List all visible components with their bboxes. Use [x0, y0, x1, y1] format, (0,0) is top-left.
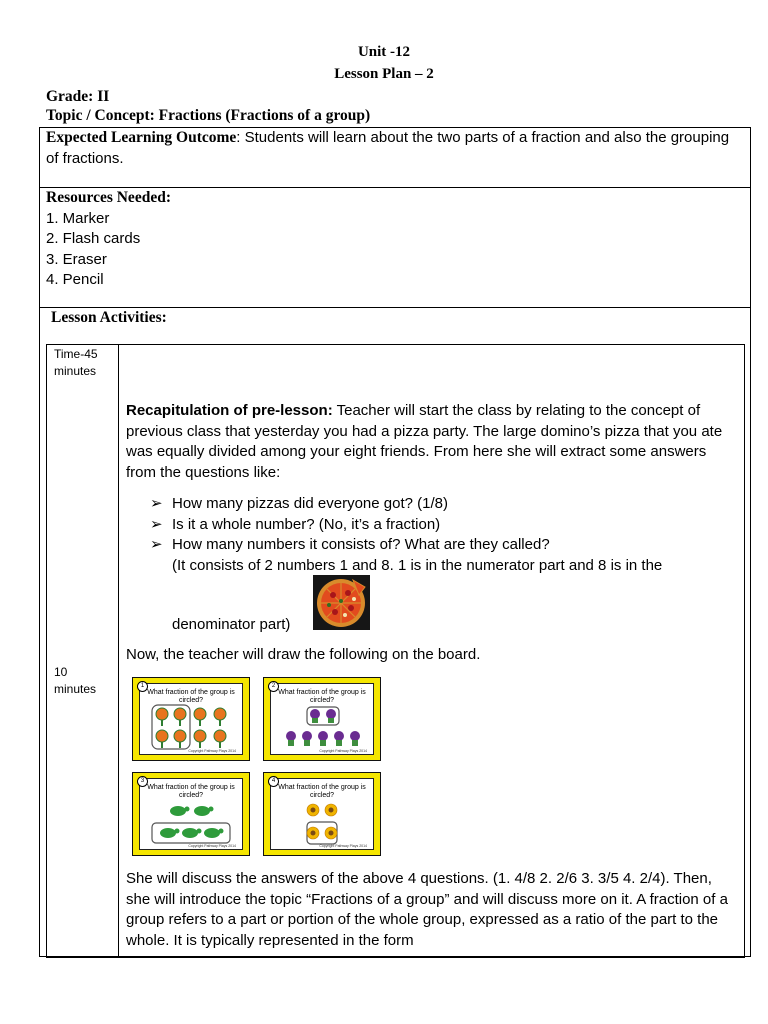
topic-label: Topic / Concept: Fractions (Fractions of a group) — [46, 107, 371, 124]
card-copyright: Copyright Pathway Plays 2014 — [188, 844, 236, 848]
card-copyright: Copyright Pathway Plays 2014 — [188, 749, 236, 753]
unit-title: Unit -12 — [357, 44, 411, 60]
time-cell — [54, 346, 98, 380]
card-question: What fraction of the group is circled? — [147, 784, 235, 799]
lesson-plan-title: Lesson Plan – 2 — [334, 66, 434, 82]
bullet-arrow-icon: ➢ — [150, 495, 163, 512]
discussion-paragraph: She will discuss the answers of the above 4 questions. (1. 4/8 2. 2/6 3. 3/5 4. 2/4). Then, she will introduce the topic “Fractions of a group” and will discuss more on it. A fraction of a group refers to a part or portion of the whole group, expressed as a ratio of the part to the whole. It is typically represented in the form — [126, 870, 728, 949]
card-question: What fraction of the group is circled? — [278, 689, 366, 704]
flash-card-1 — [132, 677, 250, 761]
list-item — [126, 535, 738, 556]
recap-text: Teacher will start the class by relating to the concept of previous class that yesterday you had a pizza party. The large domino’s pizza that you ate was equally divided among your eight friends. From here she will extract some answers from the questions like: — [126, 402, 723, 481]
resource-item: 3. Eraser — [46, 250, 107, 268]
outcome-cell — [46, 128, 741, 169]
flash-card-4 — [263, 772, 381, 856]
recap-paragraph — [126, 401, 738, 483]
card-copyright: Copyright Pathway Plays 2014 — [319, 844, 367, 848]
activities-label: Lesson Activities: — [51, 309, 167, 326]
sunflower-icon — [297, 800, 347, 846]
resources-label: Resources Needed: — [46, 189, 171, 206]
outcome-label: Expected Learning Outcome — [46, 129, 237, 146]
grade-label: Grade: II — [46, 88, 110, 105]
bullet-arrow-icon: ➢ — [150, 515, 163, 533]
list-item — [126, 494, 738, 515]
card-number: 3 — [137, 776, 148, 787]
question-text: How many pizzas did everyone got? (1/8) — [172, 495, 448, 512]
card-inner — [139, 778, 243, 850]
pumpkin-icon — [150, 704, 232, 750]
resources-cell — [46, 188, 741, 291]
answer-line: (It consists of 2 numbers 1 and 8. 1 is in the numerator part and 8 is in the — [172, 557, 663, 574]
card-question: What fraction of the group is circled? — [278, 784, 366, 799]
question-list — [126, 494, 738, 556]
duration-unit: minutes — [54, 682, 97, 696]
flash-card-3 — [132, 772, 250, 856]
card-number: 1 — [137, 681, 148, 692]
duration-value: 10 — [54, 665, 68, 679]
bullet-arrow-icon: ➢ — [150, 536, 163, 553]
pizza-icon — [313, 575, 370, 630]
board-text: Now, the teacher will draw the following on the board. — [126, 646, 481, 663]
column-divider — [118, 344, 119, 956]
card-inner — [139, 683, 243, 755]
time-unit: minutes — [54, 364, 97, 378]
card-inner — [270, 778, 374, 850]
outcome-text: : Students will learn about the two parts of a fraction and also the grouping of fractions. — [46, 129, 730, 167]
card-number: 2 — [268, 681, 279, 692]
pizza-image — [313, 575, 370, 630]
recap-label: Recapitulation of pre-lesson: — [126, 402, 333, 419]
list-item — [126, 515, 738, 536]
question-text: How many numbers it consists of? What are they called? — [172, 536, 550, 553]
time-label: Time-45 — [54, 347, 98, 361]
resource-item: 4. Pencil — [46, 271, 104, 288]
card-question: What fraction of the group is circled? — [147, 689, 235, 704]
resource-item: 1. Marker — [46, 209, 110, 227]
answer-line-2: denominator part) — [172, 616, 291, 633]
card-inner — [270, 683, 374, 755]
row-divider — [39, 307, 750, 308]
resource-item: 2. Flash cards — [46, 230, 141, 247]
question-text: Is it a whole number? (No, it’s a fraction) — [172, 515, 441, 533]
card-copyright: Copyright Pathway Plays 2014 — [319, 749, 367, 753]
card-number: 4 — [268, 776, 279, 787]
turtle-icon — [148, 801, 234, 845]
duration-cell — [54, 664, 96, 698]
flash-card-2 — [263, 677, 381, 761]
grape-basket-icon — [281, 706, 363, 750]
